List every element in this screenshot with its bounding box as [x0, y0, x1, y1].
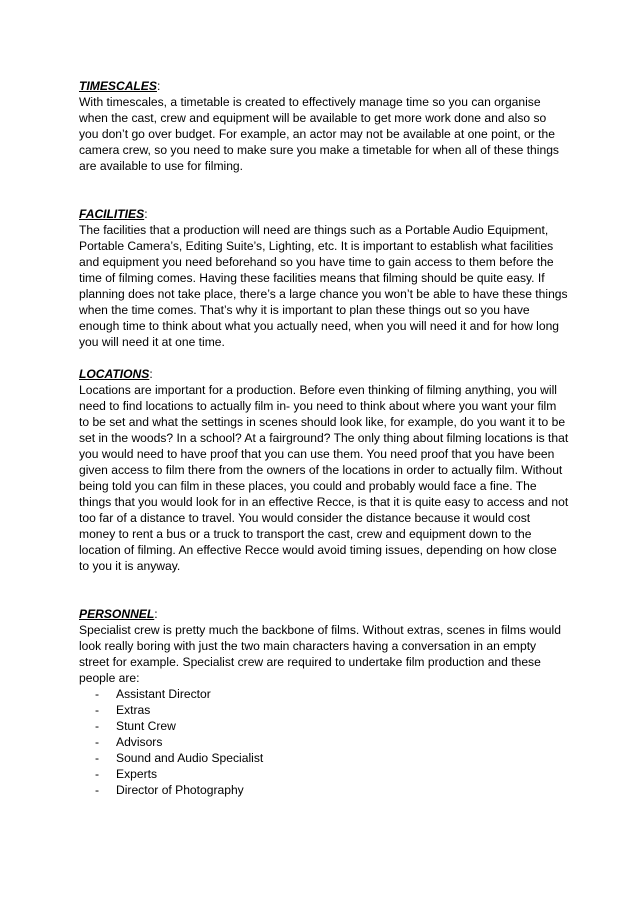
locations-heading-colon: : [149, 367, 153, 381]
list-item [79, 750, 569, 766]
facilities-heading [79, 206, 569, 222]
personnel-list [79, 686, 569, 798]
timescales-heading [79, 78, 569, 94]
document-page [79, 78, 569, 798]
facilities-heading-label: FACILITIES [79, 207, 145, 221]
list-item [79, 766, 569, 782]
bullet-dash: - [95, 703, 100, 717]
locations-body: Locations are important for a production. Before even thinking of filming anything, you will need to find locations to actually film in- you need to think about where you want your film to be set and what the settings in scenes should look like, for example, do you want it to be set in the woods? In a school? At a fairground? The only thing about filming locations is that you would need to have proof that you can use them. You need proof that you have been given access to film there from the owners of the locations in order to actually film. Without being told you can film in these places, you could and probably would face a fine. The things that you would look for in an effective Recce, is that it is quite easy to access and not too far of a distance to travel. You would consider the distance because it would cost money to rent a bus or a truck to transport the cast, crew and equipment down to the location of filming. An effective Recce would avoid timing issues, depending on how close to you it is anyway. [79, 383, 569, 573]
timescales-section [79, 78, 569, 174]
list-item-label: Extras [116, 703, 151, 717]
locations-heading [79, 366, 569, 382]
facilities-body: The facilities that a production will need are things such as a Portable Audio Equipment, Portable Camera’s, Editing Suite’s, Lighting, etc. It is important to establish what facilities and equipment you need beforehand so you have time to gain access to them before the time of filming comes. Having these facilities means that filming should be quite easy. If planning does not take place, there’s a large chance you won’t be able to have these things when the time comes. That’s why it is important to plan these things out so you have enough time to think about what you actually need, when you will need it and for how long you will need it at one time. [79, 223, 568, 349]
personnel-body: Specialist crew is pretty much the backbone of films. Without extras, scenes in films would look really boring with just the two main characters having a conversation in an empty street for example. Specialist crew are required to undertake film production and these people are: [79, 623, 561, 685]
list-item [79, 734, 569, 750]
list-item-label: Advisors [116, 735, 163, 749]
locations-section [79, 366, 569, 574]
bullet-dash: - [95, 751, 100, 765]
bullet-dash: - [95, 767, 100, 781]
facilities-section [79, 206, 569, 350]
list-item-label: Stunt Crew [116, 719, 176, 733]
bullet-dash: - [95, 735, 100, 749]
list-item [79, 702, 569, 718]
personnel-heading-colon: : [154, 607, 158, 621]
personnel-heading-label: PERSONNEL [79, 607, 155, 621]
facilities-heading-colon: : [144, 207, 148, 221]
list-item-label: Director of Photography [116, 783, 244, 797]
bullet-dash: - [95, 783, 100, 797]
list-item [79, 686, 569, 702]
list-item-label: Experts [116, 767, 157, 781]
timescales-heading-label: TIMESCALES [79, 79, 157, 93]
bullet-dash: - [95, 719, 100, 733]
timescales-body: With timescales, a timetable is created to effectively manage time so you can organise when the cast, crew and equipment will be available to get more work done and also so you don’t go over budget. For example, an actor may not be available at one point, or the camera crew, so you need to make sure you make a timetable for when all of these things are available to use for filming. [79, 95, 559, 173]
section-spacer [79, 574, 569, 606]
personnel-section [79, 606, 569, 798]
list-item [79, 718, 569, 734]
personnel-heading [79, 606, 569, 622]
bullet-dash: - [95, 687, 100, 701]
timescales-heading-colon: : [156, 79, 161, 93]
list-item-label: Sound and Audio Specialist [116, 751, 264, 765]
section-spacer [79, 174, 569, 206]
section-spacer [79, 350, 569, 366]
locations-heading-label: LOCATIONS [79, 367, 150, 381]
list-item [79, 782, 569, 798]
list-item-label: Assistant Director [116, 687, 211, 701]
